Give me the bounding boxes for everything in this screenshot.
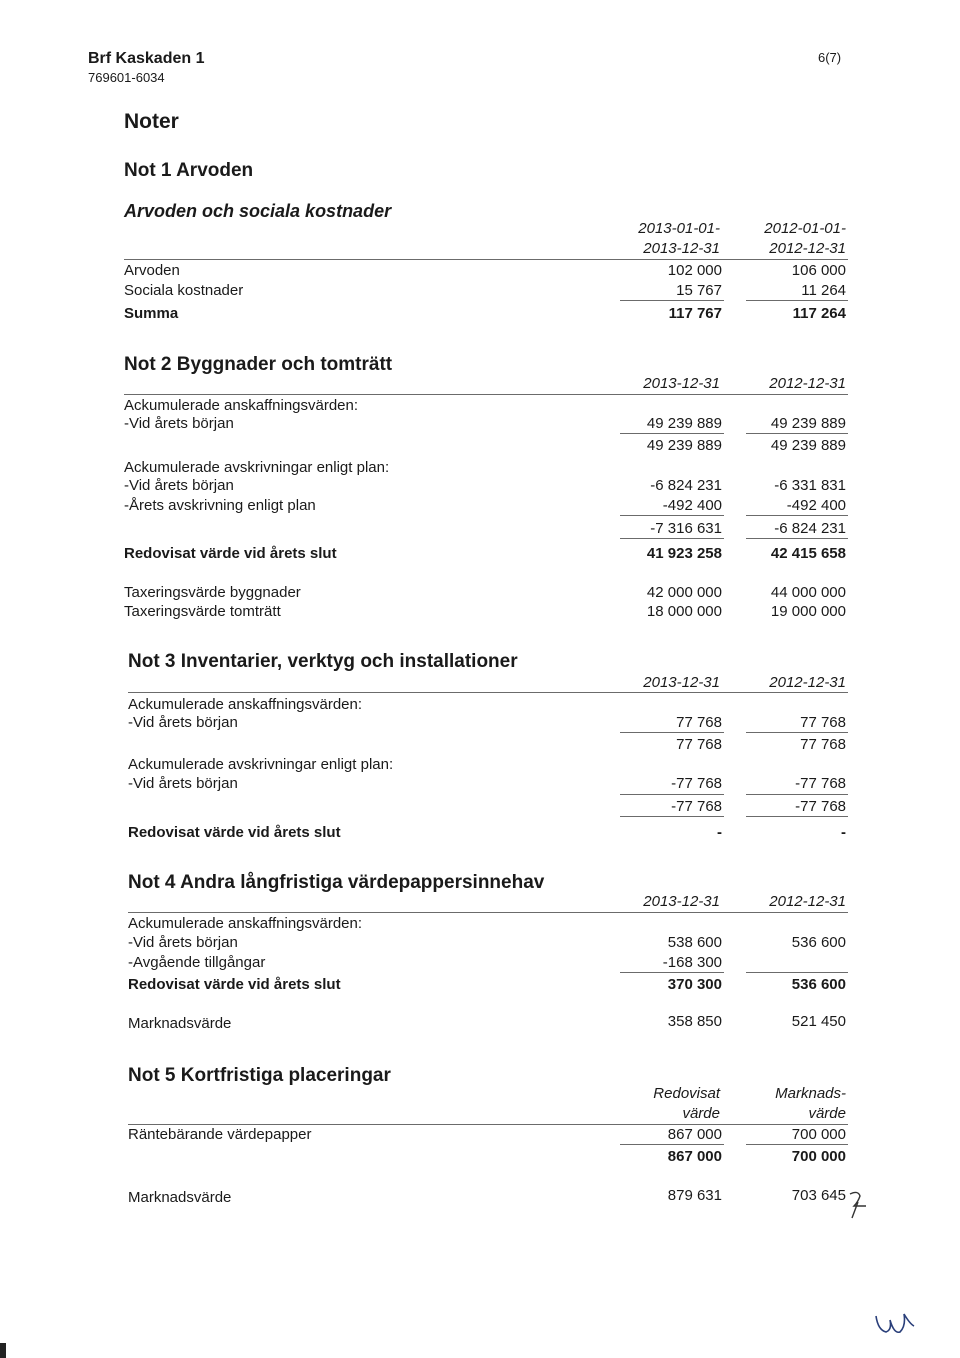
divider bbox=[128, 1124, 848, 1125]
note1-heading: Not 1 Arvoden bbox=[124, 160, 254, 181]
row-value-2012: 700 000 bbox=[791, 1126, 846, 1143]
note3-col2-header: 2012-12-31 bbox=[769, 674, 846, 691]
market-value-redovisat: 879 631 bbox=[667, 1187, 722, 1204]
row-label: -Vid årets början bbox=[124, 477, 234, 494]
note5-col1-header-line1: Redovisat bbox=[653, 1085, 720, 1102]
section-label: Ackumulerade avskrivningar enligt plan: bbox=[128, 756, 394, 773]
row-label: -Vid årets början bbox=[128, 934, 238, 951]
note4-heading: Not 4 Andra långfristiga värdepappersinnehav bbox=[128, 872, 545, 893]
row-value-2013: 18 000 000 bbox=[646, 603, 722, 620]
row-label: Marknadsvärde bbox=[128, 1189, 232, 1206]
market-value-marknad: 703 645 bbox=[791, 1187, 846, 1204]
divider bbox=[746, 972, 848, 973]
note4-col1-header: 2013-12-31 bbox=[643, 893, 720, 910]
note5-col2-header-line2: värde bbox=[808, 1105, 846, 1122]
divider bbox=[746, 433, 848, 434]
note1-col1-header-line2: 2013-12-31 bbox=[643, 240, 720, 257]
row-label: -Årets avskrivning enligt plan bbox=[124, 497, 316, 514]
row-label: -Vid årets början bbox=[128, 714, 238, 731]
divider bbox=[620, 732, 724, 733]
row-value-2013: 538 600 bbox=[667, 934, 722, 951]
total-value-redovisat: 867 000 bbox=[667, 1148, 722, 1165]
row-label: Räntebärande värdepapper bbox=[128, 1126, 312, 1143]
row-value-2012: -492 400 bbox=[786, 497, 846, 514]
total-value-marknad: 700 000 bbox=[791, 1148, 846, 1165]
book-value-label: Redovisat värde vid årets slut bbox=[124, 545, 337, 562]
handwritten-signature-icon bbox=[872, 1306, 922, 1340]
row-label: Taxeringsvärde tomträtt bbox=[124, 603, 281, 620]
divider bbox=[620, 515, 724, 516]
row-value-2013: -77 768 bbox=[671, 775, 722, 792]
divider bbox=[746, 1144, 848, 1145]
book-value-2012: 536 600 bbox=[791, 976, 846, 993]
total-value-2013: 117 767 bbox=[668, 305, 722, 322]
subtotal-value-2012: 49 239 889 bbox=[770, 437, 846, 454]
note4-col2-header: 2012-12-31 bbox=[769, 893, 846, 910]
row-value-2013: 867 000 bbox=[667, 1126, 722, 1143]
subtotal-value-2012: -6 824 231 bbox=[774, 520, 846, 537]
divider bbox=[746, 732, 848, 733]
page-title: Noter bbox=[124, 110, 179, 133]
note1-col1-header-line1: 2013-01-01- bbox=[638, 220, 720, 237]
divider bbox=[128, 692, 848, 693]
divider bbox=[620, 794, 724, 795]
row-value-2013: -492 400 bbox=[662, 497, 722, 514]
total-value-2012: 117 264 bbox=[792, 305, 846, 322]
note1-subheading: Arvoden och sociala kostnader bbox=[124, 201, 392, 221]
row-label: Arvoden bbox=[124, 262, 180, 279]
row-value-2013: 77 768 bbox=[676, 714, 722, 731]
subtotal-value-2012: -77 768 bbox=[795, 798, 846, 815]
total-label: Summa bbox=[124, 305, 179, 322]
row-value-2013: 358 850 bbox=[667, 1013, 722, 1030]
divider bbox=[620, 433, 724, 434]
row-value-2012: 44 000 000 bbox=[770, 584, 846, 601]
divider bbox=[620, 1144, 724, 1145]
note3-col1-header: 2013-12-31 bbox=[643, 674, 720, 691]
scan-edge-mark bbox=[0, 1343, 6, 1358]
note3-heading: Not 3 Inventarier, verktyg och installationer bbox=[128, 651, 518, 672]
section-label: Ackumulerade anskaffningsvärden: bbox=[124, 397, 359, 414]
divider bbox=[746, 515, 848, 516]
row-value-2013: 42 000 000 bbox=[646, 584, 722, 601]
note5-col1-header-line2: värde bbox=[682, 1105, 720, 1122]
divider bbox=[620, 816, 724, 817]
note1-col2-header-line2: 2012-12-31 bbox=[769, 240, 846, 257]
row-value-2013: -6 824 231 bbox=[650, 477, 722, 494]
row-value-2012: 106 000 bbox=[791, 262, 846, 279]
divider bbox=[746, 538, 848, 539]
book-value-label: Redovisat värde vid årets slut bbox=[128, 824, 341, 841]
row-value-2012: -6 331 831 bbox=[774, 477, 846, 494]
row-value-2012: 49 239 889 bbox=[770, 415, 846, 432]
row-label: Sociala kostnader bbox=[124, 282, 244, 299]
subtotal-value-2013: 77 768 bbox=[676, 736, 722, 753]
note5-col2-header-line1: Marknads- bbox=[775, 1085, 846, 1102]
row-value-2012: 11 264 bbox=[801, 282, 846, 299]
row-label: -Avgående tillgångar bbox=[128, 954, 266, 971]
divider bbox=[620, 300, 724, 301]
row-value-2012: 536 600 bbox=[791, 934, 846, 951]
section-label: Ackumulerade avskrivningar enligt plan: bbox=[124, 459, 390, 476]
row-value-2012: -77 768 bbox=[795, 775, 846, 792]
section-label: Ackumulerade anskaffningsvärden: bbox=[128, 915, 363, 932]
divider bbox=[128, 912, 848, 913]
divider bbox=[124, 259, 848, 260]
row-value-2013: -168 300 bbox=[662, 954, 722, 971]
note5-heading: Not 5 Kortfristiga placeringar bbox=[128, 1065, 391, 1086]
row-value-2012: 19 000 000 bbox=[770, 603, 846, 620]
subtotal-value-2013: -77 768 bbox=[671, 798, 722, 815]
row-value-2013: 15 767 bbox=[676, 282, 722, 299]
divider bbox=[620, 972, 724, 973]
divider bbox=[746, 816, 848, 817]
book-value-2013: 370 300 bbox=[667, 976, 722, 993]
row-label: Taxeringsvärde byggnader bbox=[124, 584, 301, 601]
company-name: Brf Kaskaden 1 bbox=[88, 50, 205, 67]
row-value-2012: 521 450 bbox=[791, 1013, 846, 1030]
note2-heading: Not 2 Byggnader och tomträtt bbox=[124, 354, 393, 375]
row-value-2013: 49 239 889 bbox=[646, 415, 722, 432]
book-value-2012: - bbox=[841, 824, 846, 841]
book-value-2013: 41 923 258 bbox=[646, 545, 722, 562]
row-label: -Vid årets början bbox=[128, 775, 238, 792]
note2-col2-header: 2012-12-31 bbox=[769, 375, 846, 392]
book-value-2013: - bbox=[717, 824, 722, 841]
row-value-2012: 77 768 bbox=[800, 714, 846, 731]
row-label: Marknadsvärde bbox=[128, 1015, 232, 1032]
section-label: Ackumulerade anskaffningsvärden: bbox=[128, 696, 363, 713]
divider bbox=[620, 538, 724, 539]
divider bbox=[746, 794, 848, 795]
handwritten-initial-mark bbox=[842, 1188, 872, 1222]
book-value-label: Redovisat värde vid årets slut bbox=[128, 976, 341, 993]
subtotal-value-2013: -7 316 631 bbox=[650, 520, 722, 537]
org-number: 769601-6034 bbox=[88, 70, 165, 85]
note1-col2-header-line1: 2012-01-01- bbox=[764, 220, 846, 237]
row-value-2013: 102 000 bbox=[667, 262, 722, 279]
row-label: -Vid årets början bbox=[124, 415, 234, 432]
note2-col1-header: 2013-12-31 bbox=[643, 375, 720, 392]
page-number: 6(7) bbox=[818, 50, 842, 65]
divider bbox=[746, 300, 848, 301]
book-value-2012: 42 415 658 bbox=[770, 545, 846, 562]
divider bbox=[124, 394, 848, 395]
subtotal-value-2013: 49 239 889 bbox=[646, 437, 722, 454]
subtotal-value-2012: 77 768 bbox=[800, 736, 846, 753]
